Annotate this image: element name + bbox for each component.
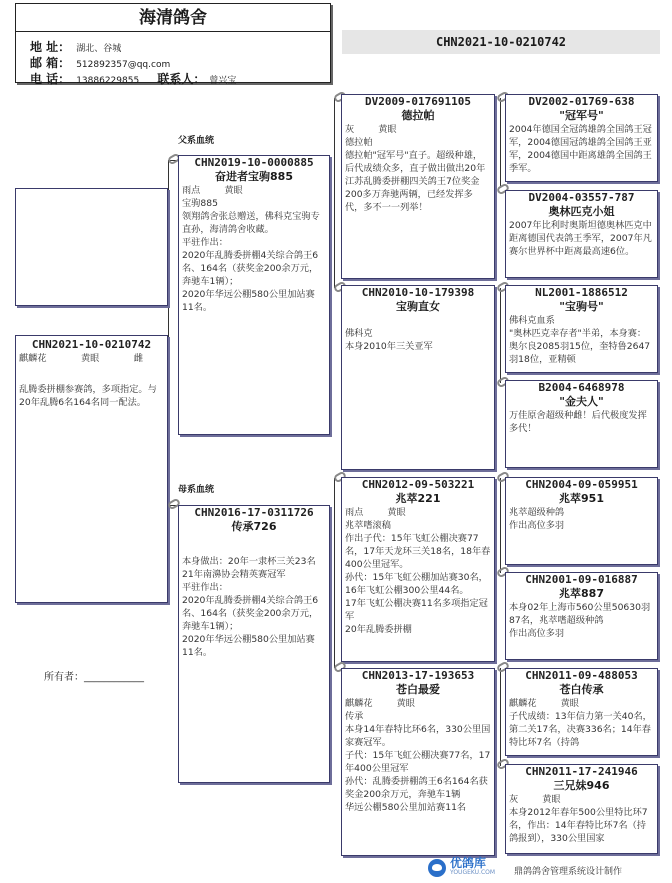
sd-line-1 — [342, 314, 494, 327]
sdd-card — [505, 380, 658, 468]
footer-credit: 鼎鸽鸽舍管理系统设计制作 — [514, 867, 623, 877]
dss-line-1: 兆萃超级种鸽 — [509, 507, 565, 518]
subject-eye: 黄眼 — [81, 353, 100, 364]
sd-card — [341, 285, 495, 470]
sd-name: 宝驹直女 — [396, 300, 440, 313]
loft-name: 海清鸽舍 — [16, 4, 330, 32]
ssd-line-1: 2007年比利时奥斯坦德奥林匹克中距离德国代表鸽王季军，2007年凡赛尔世界杯中距离最高速6位。 — [509, 220, 652, 257]
ssd-card — [505, 190, 658, 278]
ss-eye: 黄眼 — [378, 124, 397, 135]
ds-name: 兆萃221 — [395, 492, 441, 505]
dam-line-5: 2020年乱腾委拼棚4关综合鸽王6名、164名（获奖金200余万元，奔驰车1辆）； — [182, 595, 319, 632]
dd-card — [341, 668, 495, 856]
email-label: 邮 箱： — [30, 56, 71, 70]
phone-value: 13886229855 — [76, 76, 140, 86]
dam-line-label: 母系血统 — [178, 485, 215, 495]
ds-eye: 黄眼 — [387, 507, 406, 518]
ss-ring: DV2009-017691105 — [365, 95, 471, 108]
connector-line — [500, 668, 501, 766]
sire-line-4: 2020年乱腾委拼棚4关综合鸽王6名、164名（获奖金200余万元，奔驰车1辆）； — [182, 250, 319, 287]
connector-line — [500, 288, 501, 383]
dds-ring: CHN2011-09-488053 — [525, 669, 638, 682]
ds-line-5: 20年乱腾委拼棚 — [345, 624, 412, 635]
connector-line — [334, 478, 335, 668]
dam-line-4: 平驻作出： — [182, 582, 228, 593]
sds-line-1: 佛科克血系 — [509, 315, 555, 326]
owner-label: 所有者：____________ — [44, 672, 144, 683]
ss-line-2: 德拉帕"冠军号"直子。超级种雄，后代成绩众多，直子做出做出20年江苏乱腾委拼棚四关鸽王7位奖金200多万奔驰两辆，已经发挥多代，多不一一列举！ — [345, 150, 486, 213]
dd-line-4: 孙代：乱腾委拼棚鸽王6名164名获奖金200余万元，奔驰车1辆 — [345, 776, 488, 800]
sss-ring: DV2002-01769-638 — [528, 95, 635, 108]
sire-eye: 黄眼 — [224, 185, 243, 196]
sire-card — [178, 155, 330, 435]
dds-card — [505, 668, 658, 756]
sire-color: 雨点 — [182, 185, 201, 196]
logo-text: 优鸽库 — [450, 856, 487, 870]
contact-label: 联系人： — [157, 72, 206, 86]
contact-value: 曾兴宝 — [209, 76, 237, 86]
sds-card — [505, 285, 658, 373]
dsd-ring: CHN2001-09-016887 — [525, 573, 638, 586]
ddd-line-1: 本身2012年春年500公里特比环7名，作出：14年春特比环7名（持鸽报到），330公里国家 — [509, 807, 648, 844]
sdd-ring: B2004-6468978 — [538, 381, 625, 394]
ds-line-2: 作出子代：15年飞虹公棚决赛77名，17年天龙环三关18名，18年春400公里冠军。 — [345, 533, 491, 570]
dd-color: 麒麟花 — [345, 698, 373, 709]
ddd-card — [505, 764, 658, 854]
ssd-ring: DV2004-03557-787 — [528, 191, 635, 204]
sire-line-3: 平驻作出： — [182, 237, 228, 248]
dam-line-6: 2020年华远公棚580公里加站赛11名。 — [182, 634, 315, 658]
ss-color: 灰 — [345, 124, 355, 135]
ddd-color: 灰 — [509, 794, 519, 805]
ds-line-3: 孙代：15年飞虹公棚加站赛30名，16年飞虹公棚300公里44名。 — [345, 572, 488, 596]
ds-card — [341, 477, 495, 662]
footer-logo — [428, 858, 495, 878]
dd-name: 苍白最爱 — [396, 683, 440, 696]
dd-eye: 黄眼 — [396, 698, 415, 709]
dam-card — [178, 505, 330, 783]
ss-line-1: 德拉帕 — [345, 137, 373, 148]
dds-name: 苍白传承 — [559, 683, 604, 696]
dds-line-1: 子代成绩：13年信力第一关40名，第二关17名，决赛336名；14年春特比环7名（持鸽 — [509, 711, 652, 748]
dam-line-3: 21年南濞协会精英赛冠军 — [182, 569, 286, 580]
dsd-card — [505, 572, 658, 660]
ds-line-1: 兆萃嗜滚稿 — [345, 520, 391, 531]
sds-line-2: "奥林匹克幸存者"半弟，本身赛：奥尔良2085羽15位，奎特鲁2647羽18位，亚精顿 — [509, 328, 651, 365]
address-value: 湖北、谷城 — [76, 44, 122, 54]
sire-ring: CHN2019-10-0000885 — [194, 156, 314, 169]
dam-name: 传承726 — [231, 520, 277, 533]
header-card — [15, 3, 331, 86]
connector-line — [168, 160, 169, 505]
dss-name: 兆萃951 — [559, 492, 604, 505]
sire-name: 奋进者宝驹885 — [215, 170, 293, 183]
dds-color: 麒麟花 — [509, 698, 537, 709]
dam-line-1 — [179, 534, 329, 547]
dsd-name: 兆萃887 — [559, 587, 604, 600]
top-ring-number: CHN2021-10-0210742 — [435, 35, 567, 49]
dds-eye: 黄眼 — [560, 698, 579, 709]
logo-sub: YOUGEKU.COM — [450, 869, 496, 876]
sd-line-3: 本身2010年三关亚军 — [345, 341, 433, 352]
sd-line-2: 佛科克 — [345, 328, 373, 339]
ddd-ring: CHN2011-17-241946 — [525, 765, 638, 778]
subject-ring: CHN2021-10-0210742 — [31, 338, 152, 351]
connector-line — [500, 478, 501, 573]
subject-card — [15, 335, 168, 603]
sire-line-label: 父系血统 — [178, 136, 215, 146]
subject-note: 乱腾委拼棚参赛鸽，多项指定。与20年乱腾6名164名同一配法。 — [19, 384, 157, 408]
ds-color: 雨点 — [345, 507, 364, 518]
dd-line-5: 华远公棚580公里加站赛11名 — [345, 802, 467, 813]
ds-line-4: 17年飞虹公棚决赛11名多项指定冠军 — [345, 598, 488, 622]
subject-color: 麒麟花 — [19, 353, 47, 364]
sss-name: "冠军号" — [559, 109, 604, 122]
dd-line-1: 传承 — [345, 711, 364, 722]
connector-line — [334, 98, 335, 288]
top-ring-banner — [342, 30, 660, 54]
ss-card — [341, 94, 495, 279]
sdd-name: "金夫人" — [559, 395, 604, 408]
sdd-line-1: 万佳原舍超级种雌！后代极度发挥多代！ — [509, 410, 647, 434]
photo-box — [15, 188, 168, 306]
sire-line-2: 领翔鸽舍张总赠送，佛科克宝驹专直孙，海清鸽舍收藏。 — [182, 211, 320, 235]
dd-ring: CHN2013-17-193653 — [361, 669, 475, 682]
connector-line — [500, 98, 501, 188]
sds-ring: NL2001-1886512 — [535, 286, 628, 299]
sss-line-1: 2004年德国全冠鸽雄鸽全国鸽王冠军，2004德国冠鸽雄鸽全国鸽王亚军，2004德国中距离雄鸽全国鸽王季军。 — [509, 124, 652, 174]
sss-card — [505, 94, 658, 182]
dss-line-2: 作出高位多羽 — [509, 520, 565, 531]
ddd-name: 三兄妹946 — [553, 779, 610, 792]
ssd-name: 奥林匹克小姐 — [548, 205, 615, 218]
dsd-line-1: 本身02年上海市560公里50630羽87名，兆萃嗜超级种鸽 — [509, 602, 651, 626]
email-value: 512892357@qq.com — [76, 60, 171, 70]
sd-ring: CHN2010-10-179398 — [361, 286, 475, 299]
dss-ring: CHN2004-09-059951 — [525, 478, 638, 491]
ss-name: 德拉帕 — [401, 109, 435, 122]
dam-ring: CHN2016-17-0311726 — [194, 506, 314, 519]
dam-line-2: 本身做出：20年一隶杯三关23名 — [182, 556, 316, 567]
dd-line-3: 子代：15年飞虹公棚决赛77名，17年400公里冠军 — [345, 750, 491, 774]
ds-ring: CHN2012-09-503221 — [361, 478, 475, 491]
subject-sex: 雌 — [133, 353, 143, 364]
phone-label: 电 话： — [30, 72, 71, 86]
dss-card — [505, 477, 658, 565]
dd-line-2: 本身14年春特比环6名，330公里国家赛冠军。 — [345, 724, 491, 748]
sire-line-1: 宝驹885 — [182, 198, 218, 209]
ddd-eye: 黄眼 — [542, 794, 561, 805]
sire-line-5: 2020年华远公棚580公里加站赛11名。 — [182, 289, 315, 313]
address-label: 地 址： — [30, 40, 71, 54]
logo-icon — [428, 859, 446, 877]
sds-name: "宝驹号" — [559, 300, 604, 313]
dsd-line-2: 作出高位多羽 — [509, 628, 565, 639]
